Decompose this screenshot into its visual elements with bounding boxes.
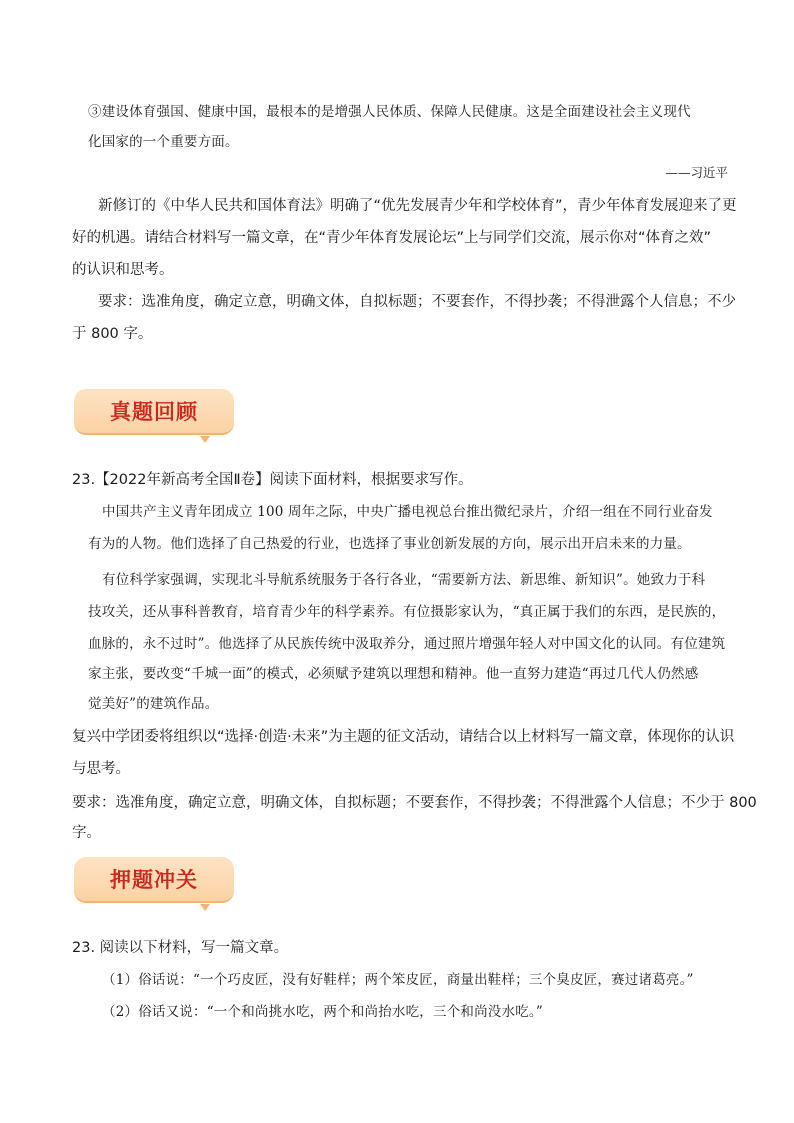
exam-para2-line-1: 有位科学家强调，实现北斗导航系统服务于各行各业，“需要新方法、新思维、新知识”。她致力于科: [102, 572, 706, 588]
banner-practice-notch: [200, 904, 210, 911]
section-banner-practice: [74, 857, 234, 903]
quote-author: ——习近平: [665, 165, 728, 180]
practice-header: 23. 阅读以下材料，写一篇文章。: [72, 940, 289, 956]
quote-line-1: ③建设体育强国、健康中国，最根本的是增强人民体质、保障人民健康。这是全面建设社会主义现代: [88, 104, 691, 120]
quote-line-2: 化国家的一个重要方面。: [88, 134, 239, 150]
banner-practice-label: 押题冲关: [110, 868, 198, 892]
task-requirement-line-2: 于 800 字。: [72, 326, 153, 342]
exam-para1-line-1: 中国共产主义青年团成立 100 周年之际，中央广播电视总台推出微纪录片，介绍一组在不同行业奋发: [102, 504, 713, 520]
task-line-3: 的认识和思考。: [72, 262, 174, 278]
task-line-2: 好的机遇。请结合材料写一篇文章，在“青少年体育发展论坛”上与同学们交流，展示你对“体育之效”: [72, 230, 712, 246]
exam-task-line-2: 与思考。: [72, 761, 130, 777]
exam-para2-line-3: 血脉的，永不过时”。他选择了从民族传统中汲取养分，通过照片增强年轻人对中国文化的认同。有位建筑: [88, 636, 726, 652]
practice-item-2: （2）俗话又说：“一个和尚挑水吃，两个和尚抬水吃，三个和尚没水吃。”: [102, 1004, 543, 1020]
exam-task-line-1: 复兴中学团委将组织以“选择·创造·未来”为主题的征文活动，请结合以上材料写一篇文章，体现你的认识: [72, 729, 735, 745]
task-requirement-line-1: 要求：选准角度，确定立意，明确文体，自拟标题；不要套作，不得抄袭；不得泄露个人信息；不少: [98, 294, 736, 310]
exam-para2-line-5: 觉美好”的建筑作品。: [88, 696, 219, 712]
exam-para1-line-2: 有为的人物。他们选择了自己热爱的行业，也选择了事业创新发展的方向，展示出开启未来的力量。: [88, 536, 691, 552]
exam-para2-line-4: 家主张，要改变“千城一面”的模式，必须赋予建筑以理想和精神。他一直努力建造“再过几代人仍然感: [88, 666, 699, 682]
section-banner-review: [74, 389, 234, 435]
practice-item-1: （1）俗话说：“一个巧皮匠，没有好鞋样；两个笨皮匠，商量出鞋样；三个臭皮匠，赛过诸葛亮。”: [102, 972, 694, 988]
exam-requirement-line-2: 字。: [72, 825, 101, 841]
exam-para2-line-2: 技攻关，还从事科普教育，培育青少年的科学素养。有位摄影家认为，“真正属于我们的东西，是民族的，: [88, 604, 726, 620]
exam-requirement-line-1: 要求：选准角度，确定立意，明确文体，自拟标题；不要套作，不得抄袭；不得泄露个人信息；不少于 800: [72, 795, 757, 811]
banner-review-notch: [200, 436, 210, 443]
banner-review-label: 真题回顾: [110, 400, 198, 424]
task-line-1: 新修订的《中华人民共和国体育法》明确了“优先发展青少年和学校体育”，青少年体育发展迎来了更: [98, 198, 737, 214]
exam-header: 23.【2022年新高考全国Ⅱ卷】阅读下面材料，根据要求写作。: [72, 472, 473, 488]
